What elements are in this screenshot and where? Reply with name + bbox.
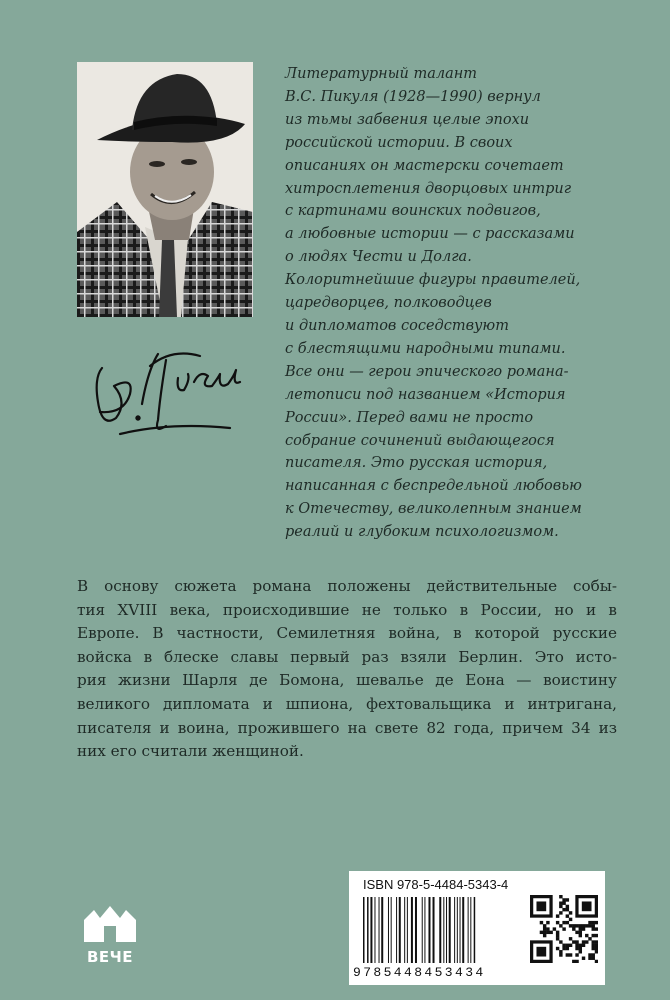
bio-line: Колоритнейшие фигуры правителей, — [285, 272, 581, 289]
bio-line: писателя. Это русская история, — [285, 455, 548, 472]
bio-line: с картинами воинских подвигов, — [285, 203, 541, 220]
bio-line: а любовные истории — с рассказами — [285, 226, 575, 243]
synopsis-line: тия XVIII века, происходившие не только в России, но и в — [77, 600, 617, 619]
barcode-label — [349, 871, 605, 985]
bio-line: царедворцев, полководцев — [285, 295, 492, 312]
ean-barcode — [361, 897, 525, 963]
bio-line: к Отечеству, великолепным знанием — [285, 501, 582, 518]
bio-line: Все они — герои эпического романа- — [285, 363, 569, 380]
ean-digits: 9785448453434 — [353, 965, 486, 980]
bio-line: летописи под названием «История — [285, 386, 566, 403]
bio-line: написанная с беспредельной любовью — [285, 478, 582, 495]
author-portrait — [77, 62, 253, 317]
bio-line: и дипломатов соседствуют — [285, 317, 509, 334]
synopsis-line: писателя и воина, прожившего на свете 82 года, причем 34 из — [77, 718, 617, 737]
synopsis-line: Европе. В частности, Семилетняя война, в которой русские — [77, 624, 617, 643]
bio-line: хитросплетения дворцовых интриг — [285, 180, 572, 197]
bio-line: из тьмы забвения целые эпохи — [285, 111, 530, 128]
bio-line: В.С. Пикуля (1928—1990) вернул — [285, 88, 541, 105]
synopsis-line: них его считали женщиной. — [77, 742, 304, 761]
bio-line: описаниях он мастерски сочетает — [285, 157, 564, 174]
synopsis-line: войска в блеске славы первый раз взяли Берлин. Это исто- — [77, 647, 617, 666]
book-synopsis — [77, 575, 617, 764]
qr-code — [530, 895, 598, 963]
bio-line: российской истории. В своих — [285, 134, 513, 151]
isbn-number: ISBN 978-5-4484-5343-4 — [363, 877, 509, 892]
bio-line: о людях Чести и Долга. — [285, 249, 472, 266]
synopsis-line: В основу сюжета романа положены действительные собы- — [77, 577, 617, 595]
bio-line: с блестящими народными типами. — [285, 340, 566, 357]
bio-line: собрание сочинений выдающегося — [285, 432, 555, 449]
author-bio — [285, 63, 615, 544]
synopsis-line: рия жизни Шарля де Бомона, шевалье де Еона — воистину — [77, 671, 617, 690]
bio-line: России». Перед вами не просто — [285, 409, 534, 426]
bio-line: реалий и глубоким психологизмом. — [285, 524, 559, 541]
bio-line: Литературный талант — [285, 66, 478, 82]
author-signature — [80, 330, 250, 440]
publisher-name: ВЕЧЕ — [86, 948, 134, 966]
synopsis-line: великого дипломата и шпиона, фехтовальщика и интригана, — [77, 694, 617, 713]
